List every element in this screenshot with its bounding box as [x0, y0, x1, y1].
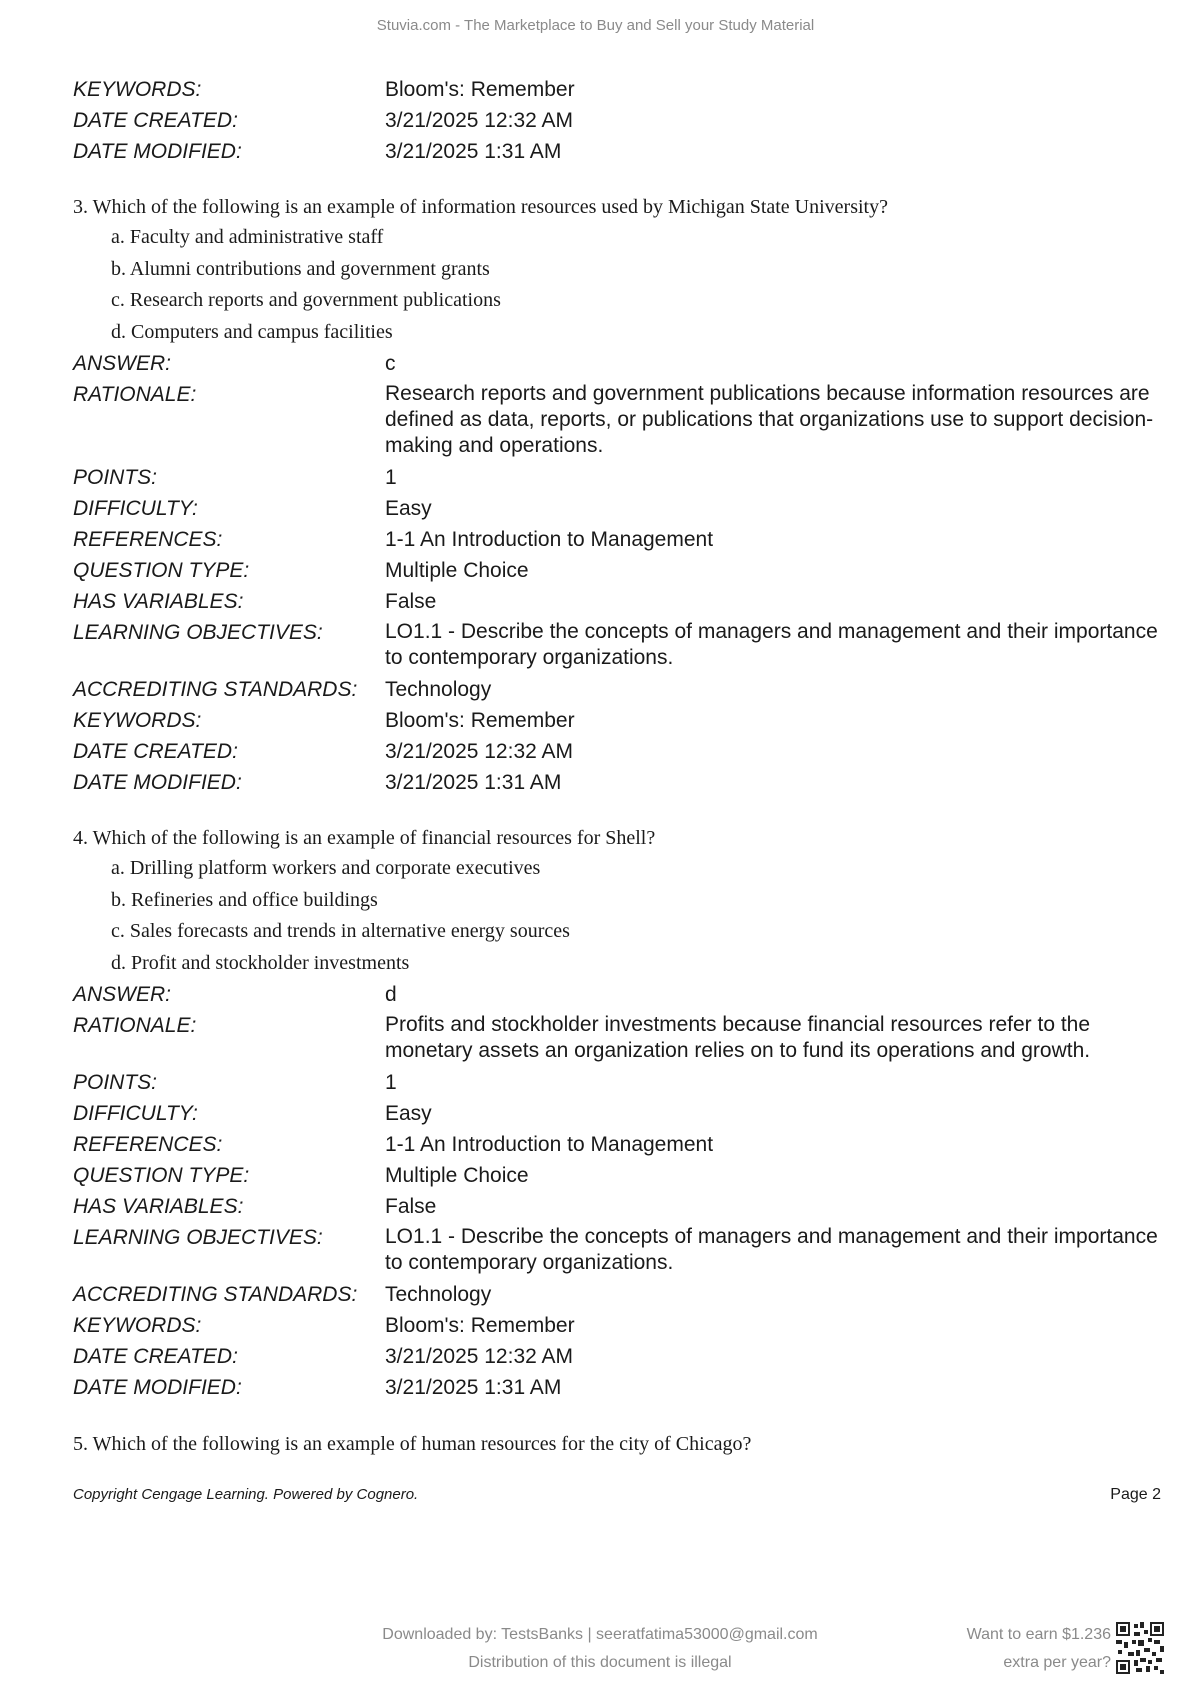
question-3 [73, 192, 1163, 798]
meta-label: DATE MODIFIED: [73, 140, 242, 163]
copyright-footer: Copyright Cengage Learning. Powered by Cognero. [73, 1486, 419, 1503]
meta-value: Bloom's: Remember [385, 1314, 575, 1337]
promo-line-2[interactable]: extra per year? [1003, 1654, 1111, 1671]
meta-value: Bloom's: Remember [385, 78, 575, 101]
meta-row [73, 136, 1163, 167]
meta-label: DATE CREATED: [73, 1345, 238, 1368]
meta-row-date-created [73, 1341, 1163, 1372]
meta-value: 3/21/2025 1:31 AM [385, 1376, 562, 1399]
meta-value: False [385, 590, 437, 613]
question-text: 4. Which of the following is an example of financial resources for Shell? [73, 827, 656, 849]
meta-value: 1-1 An Introduction to Management [385, 528, 714, 551]
meta-value: d [385, 983, 397, 1006]
question-text: 5. Which of the following is an example of human resources for the city of Chicago? [73, 1433, 752, 1455]
qr-code-icon[interactable] [1116, 1622, 1164, 1674]
stuvia-banner: Stuvia.com - The Marketplace to Buy and Sell your Study Material [376, 17, 815, 34]
meta-value: 3/21/2025 1:31 AM [385, 140, 562, 163]
meta-row-points [73, 1067, 1163, 1098]
meta-label: DIFFICULTY: [73, 1102, 198, 1125]
meta-row [73, 74, 1163, 105]
meta-value: 3/21/2025 1:31 AM [385, 771, 562, 794]
promo-line-1[interactable]: Want to earn $1.236 [966, 1626, 1111, 1643]
meta-value: 3/21/2025 12:32 AM [385, 1345, 573, 1368]
meta-label: POINTS: [73, 466, 158, 489]
meta-row-answer [73, 348, 1163, 379]
question-text: 3. Which of the following is an example of information resources used by Michigan State University? [73, 196, 888, 218]
meta-value: Technology [385, 678, 492, 701]
meta-label: KEYWORDS: [73, 709, 202, 732]
meta-row-references [73, 524, 1163, 555]
meta-label: ACCREDITING STANDARDS: [73, 1283, 358, 1306]
meta-row-learning-objectives [73, 617, 1163, 674]
meta-label: LEARNING OBJECTIVES: [73, 1226, 323, 1249]
meta-value: Bloom's: Remember [385, 709, 575, 732]
meta-row-has-variables [73, 1191, 1163, 1222]
meta-label: LEARNING OBJECTIVES: [73, 621, 323, 644]
meta-value: 3/21/2025 12:32 AM [385, 740, 573, 763]
meta-row-references [73, 1129, 1163, 1160]
choice-b: b. Alumni contributions and government grants [111, 257, 490, 280]
meta-value: Research reports and government publications because information resources are defined as data, reports, or publications that organizations use to support decision-making and operations. [385, 382, 1154, 457]
distribution-notice: Distribution of this document is illegal [468, 1654, 732, 1671]
meta-row-answer [73, 979, 1163, 1010]
meta-value: c [385, 352, 396, 375]
meta-value: Profits and stockholder investments because financial resources refer to the monetary assets an organization relies on to fund its operations and growth. [385, 1013, 1091, 1062]
meta-label: REFERENCES: [73, 1133, 223, 1156]
meta-row-keywords [73, 705, 1163, 736]
choice-d: d. Computers and campus facilities [111, 320, 393, 343]
meta-label: POINTS: [73, 1071, 158, 1094]
choice-a: a. Faculty and administrative staff [111, 226, 384, 248]
meta-value: Easy [385, 1102, 432, 1125]
meta-label: KEYWORDS: [73, 1314, 202, 1337]
choice-b: b. Refineries and office buildings [111, 888, 378, 911]
meta-row-points [73, 462, 1163, 493]
meta-row-question-type [73, 555, 1163, 586]
choice-c: c. Research reports and government publications [111, 289, 501, 311]
meta-value: LO1.1 - Describe the concepts of managers and management and their importance to contemporary organizations. [385, 1225, 1158, 1274]
meta-label: DATE MODIFIED: [73, 771, 242, 794]
meta-value: 1 [385, 466, 397, 489]
question-2-meta-tail [73, 74, 1163, 167]
meta-row-difficulty [73, 1098, 1163, 1129]
meta-label: RATIONALE: [73, 1014, 197, 1037]
meta-label: ANSWER: [73, 983, 172, 1006]
page-number: Page 2 [1110, 1486, 1161, 1503]
download-info: Downloaded by: TestsBanks | seeratfatima53000@gmail.com [382, 1626, 818, 1643]
meta-value: False [385, 1195, 437, 1218]
meta-label: QUESTION TYPE: [73, 1164, 250, 1187]
meta-row [73, 105, 1163, 136]
question-5 [73, 1429, 1163, 1459]
meta-row-learning-objectives [73, 1222, 1163, 1279]
choice-a: a. Drilling platform workers and corporate executives [111, 857, 541, 879]
meta-value: Technology [385, 1283, 492, 1306]
question-4 [73, 823, 1163, 1403]
meta-label: ANSWER: [73, 352, 172, 375]
choice-d: d. Profit and stockholder investments [111, 951, 410, 974]
meta-value: Multiple Choice [385, 559, 529, 582]
meta-row-date-created [73, 736, 1163, 767]
meta-row-rationale [73, 379, 1163, 462]
meta-label: HAS VARIABLES: [73, 1195, 244, 1218]
meta-row-question-type [73, 1160, 1163, 1191]
meta-row-date-modified [73, 1372, 1163, 1403]
meta-value: 1-1 An Introduction to Management [385, 1133, 714, 1156]
meta-value: 1 [385, 1071, 397, 1094]
meta-label: HAS VARIABLES: [73, 590, 244, 613]
meta-value: Easy [385, 497, 432, 520]
meta-label: DIFFICULTY: [73, 497, 198, 520]
meta-row-rationale [73, 1010, 1163, 1067]
meta-label: DATE CREATED: [73, 740, 238, 763]
meta-value: LO1.1 - Describe the concepts of managers and management and their importance to contemporary organizations. [385, 620, 1158, 669]
choice-c: c. Sales forecasts and trends in alternative energy sources [111, 920, 570, 942]
meta-label: DATE CREATED: [73, 109, 238, 132]
meta-label: ACCREDITING STANDARDS: [73, 678, 358, 701]
meta-value: Multiple Choice [385, 1164, 529, 1187]
meta-row-accrediting-standards [73, 674, 1163, 705]
meta-label: KEYWORDS: [73, 78, 202, 101]
meta-value: 3/21/2025 12:32 AM [385, 109, 573, 132]
meta-row-accrediting-standards [73, 1279, 1163, 1310]
meta-row-keywords [73, 1310, 1163, 1341]
meta-row-difficulty [73, 493, 1163, 524]
meta-label: REFERENCES: [73, 528, 223, 551]
meta-row-has-variables [73, 586, 1163, 617]
meta-label: RATIONALE: [73, 383, 197, 406]
meta-label: DATE MODIFIED: [73, 1376, 242, 1399]
meta-label: QUESTION TYPE: [73, 559, 250, 582]
meta-row-date-modified [73, 767, 1163, 798]
